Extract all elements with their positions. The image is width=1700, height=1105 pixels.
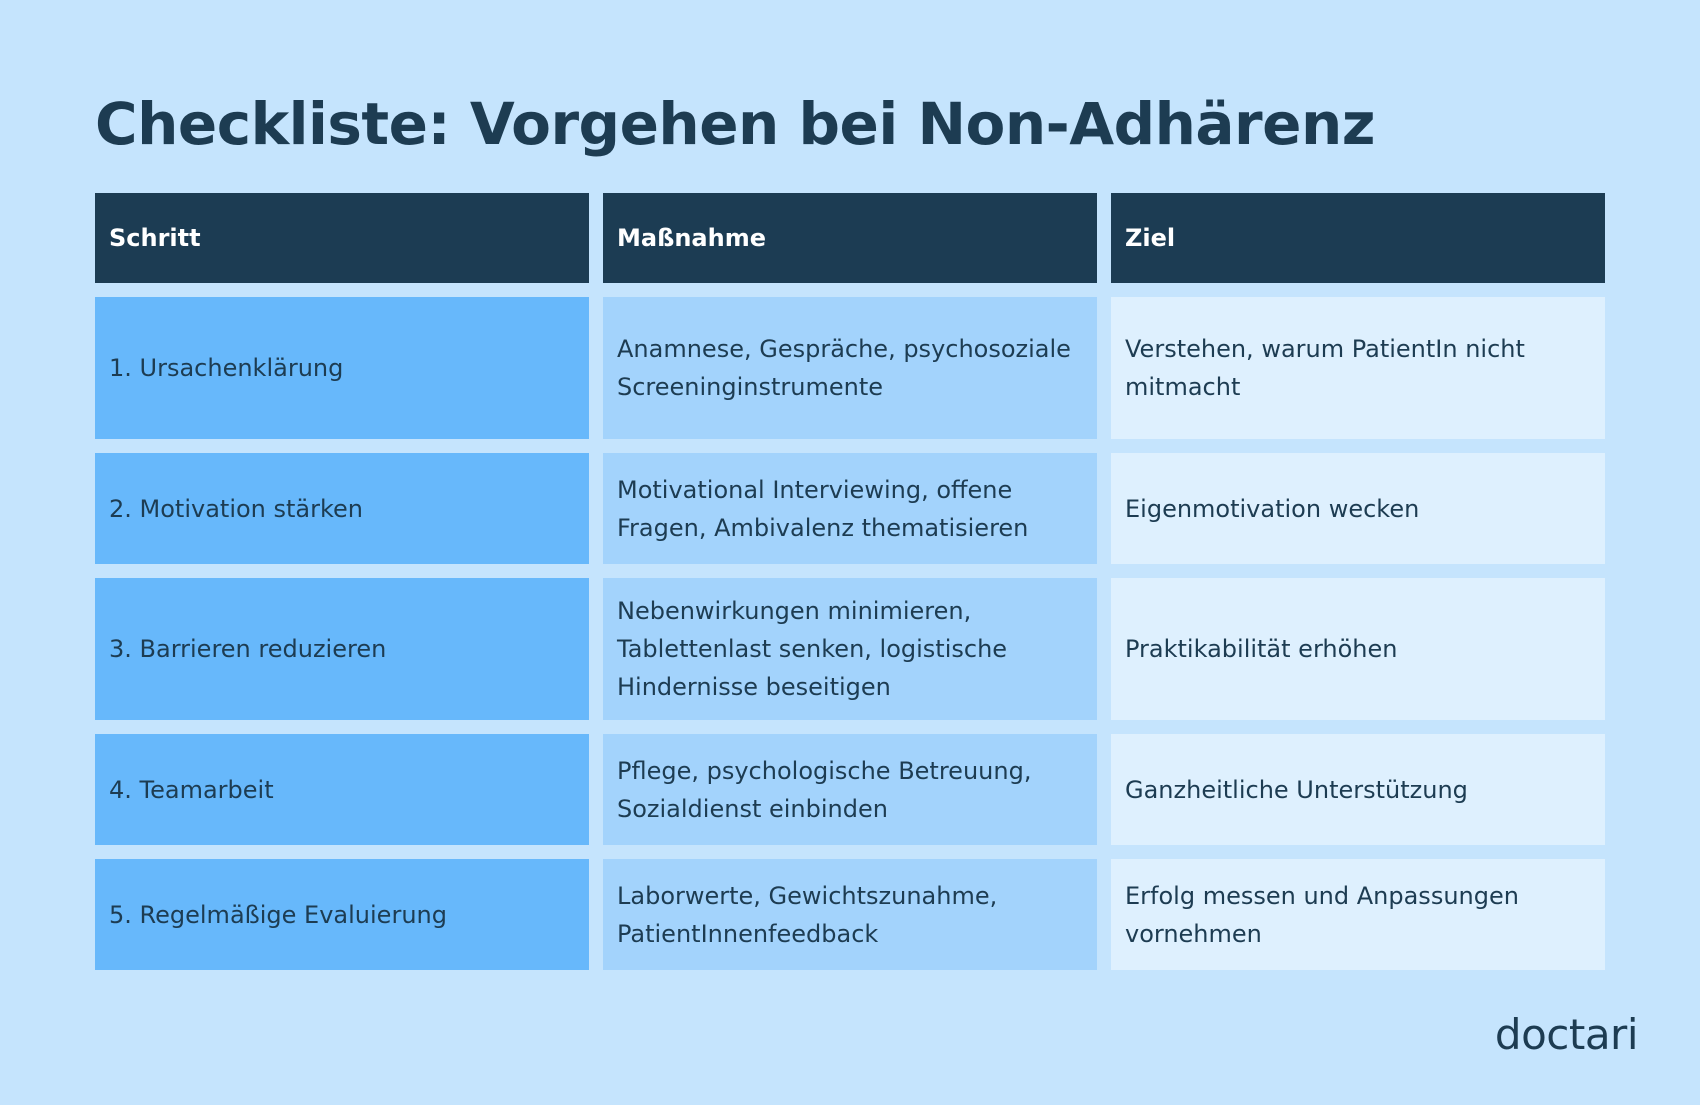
table-cell-goal: Ganzheitliche Unterstützung [1111, 734, 1605, 845]
table-header-massnahme: Maßnahme [603, 193, 1097, 283]
table-cell-step: 3. Barrieren reduzieren [95, 578, 589, 720]
table-cell-measure: Anamnese, Gespräche, psychosoziale Screeninginstrumente [603, 297, 1097, 439]
table-cell-step: 2. Motivation stärken [95, 453, 589, 564]
table-cell-step: 4. Teamarbeit [95, 734, 589, 845]
page-title: Checkliste: Vorgehen bei Non-Adhärenz [95, 90, 1376, 158]
checklist-table [95, 193, 1605, 970]
table-cell-step: 1. Ursachenklärung [95, 297, 589, 439]
table-header-ziel: Ziel [1111, 193, 1605, 283]
doctari-logo: doctari [1494, 1010, 1638, 1059]
table-cell-measure: Pflege, psychologische Betreuung, Sozialdienst einbinden [603, 734, 1097, 845]
table-cell-step: 5. Regelmäßige Evaluierung [95, 859, 589, 970]
table-cell-measure: Motivational Interviewing, offene Fragen, Ambivalenz thematisieren [603, 453, 1097, 564]
table-cell-goal: Verstehen, warum PatientIn nicht mitmacht [1111, 297, 1605, 439]
table-header-schritt: Schritt [95, 193, 589, 283]
table-cell-goal: Eigenmotivation wecken [1111, 453, 1605, 564]
table-cell-measure: Laborwerte, Gewichtszunahme, PatientInnenfeedback [603, 859, 1097, 970]
table-cell-goal: Praktikabilität erhöhen [1111, 578, 1605, 720]
table-cell-goal: Erfolg messen und Anpassungen vornehmen [1111, 859, 1605, 970]
table-cell-measure: Nebenwirkungen minimieren, Tablettenlast senken, logistische Hindernisse beseitigen [603, 578, 1097, 720]
